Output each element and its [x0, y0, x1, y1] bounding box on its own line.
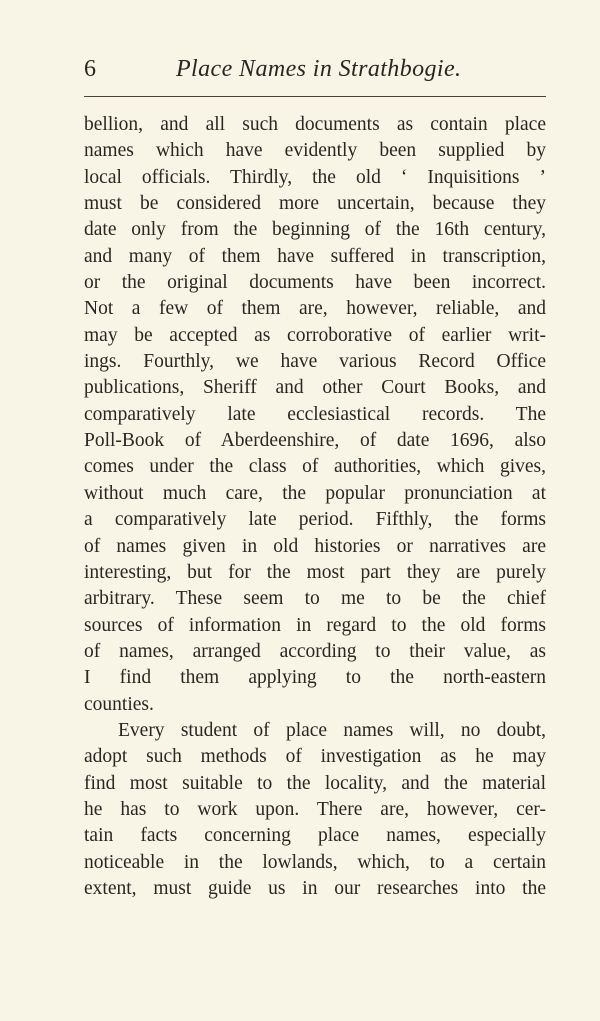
- text-line: arbitrary. These seem to me to be the chief: [84, 588, 546, 610]
- running-title: Place Names in Strathbogie.: [176, 56, 462, 82]
- text-line: or the original documents have been incorrect.: [84, 272, 546, 294]
- text-line: noticeable in the lowlands, which, to a certain: [84, 851, 546, 873]
- text-line: Poll-Book of Aberdeenshire, of date 1696, also: [84, 430, 546, 452]
- page-number: 6: [84, 56, 96, 82]
- text-line: names which have evidently been supplied by: [84, 140, 546, 162]
- text-line: he has to work upon. There are, however, cer-: [84, 798, 546, 820]
- text-line: I find them applying to the north-eastern: [84, 667, 546, 689]
- text-line: may be accepted as corroborative of earlier writ-: [84, 324, 546, 346]
- text-line: bellion, and all such documents as contain place: [84, 114, 546, 135]
- text-line: comparatively late ecclesiastical records. The: [84, 403, 546, 425]
- text-line: publications, Sheriff and other Court Books, and: [84, 377, 546, 399]
- text-line: ings. Fourthly, we have various Record Office: [84, 351, 546, 373]
- text-line: sources of information in regard to the old forms: [84, 614, 546, 636]
- header-rule: [84, 96, 546, 97]
- text-line: a comparatively late period. Fifthly, the forms: [84, 509, 546, 531]
- body-text: [84, 112, 546, 902]
- text-line: of names given in old histories or narratives are: [84, 535, 546, 557]
- text-line: Every student of place names will, no doubt,: [118, 719, 546, 741]
- text-line: counties.: [84, 693, 154, 715]
- text-line: and many of them have suffered in transcription,: [84, 245, 546, 267]
- text-line: find most suitable to the locality, and the material: [84, 772, 546, 794]
- text-line: Not a few of them are, however, reliable, and: [84, 298, 546, 320]
- text-line: without much care, the popular pronunciation at: [84, 482, 546, 504]
- text-line: interesting, but for the most part they are purely: [84, 561, 546, 583]
- text-line: date only from the beginning of the 16th century,: [84, 219, 546, 241]
- text-line: tain facts concerning place names, especially: [84, 825, 546, 847]
- running-head: [84, 52, 546, 86]
- text-line: adopt such methods of investigation as he may: [84, 746, 546, 768]
- text-line: extent, must guide us in our researches into the: [84, 877, 546, 899]
- text-line: comes under the class of authorities, which gives,: [84, 456, 546, 478]
- text-line: local officials. Thirdly, the old ‘ Inquisitions ’: [84, 166, 546, 188]
- text-line: of names, arranged according to their value, as: [84, 640, 546, 662]
- text-line: must be considered more uncertain, because they: [84, 193, 546, 215]
